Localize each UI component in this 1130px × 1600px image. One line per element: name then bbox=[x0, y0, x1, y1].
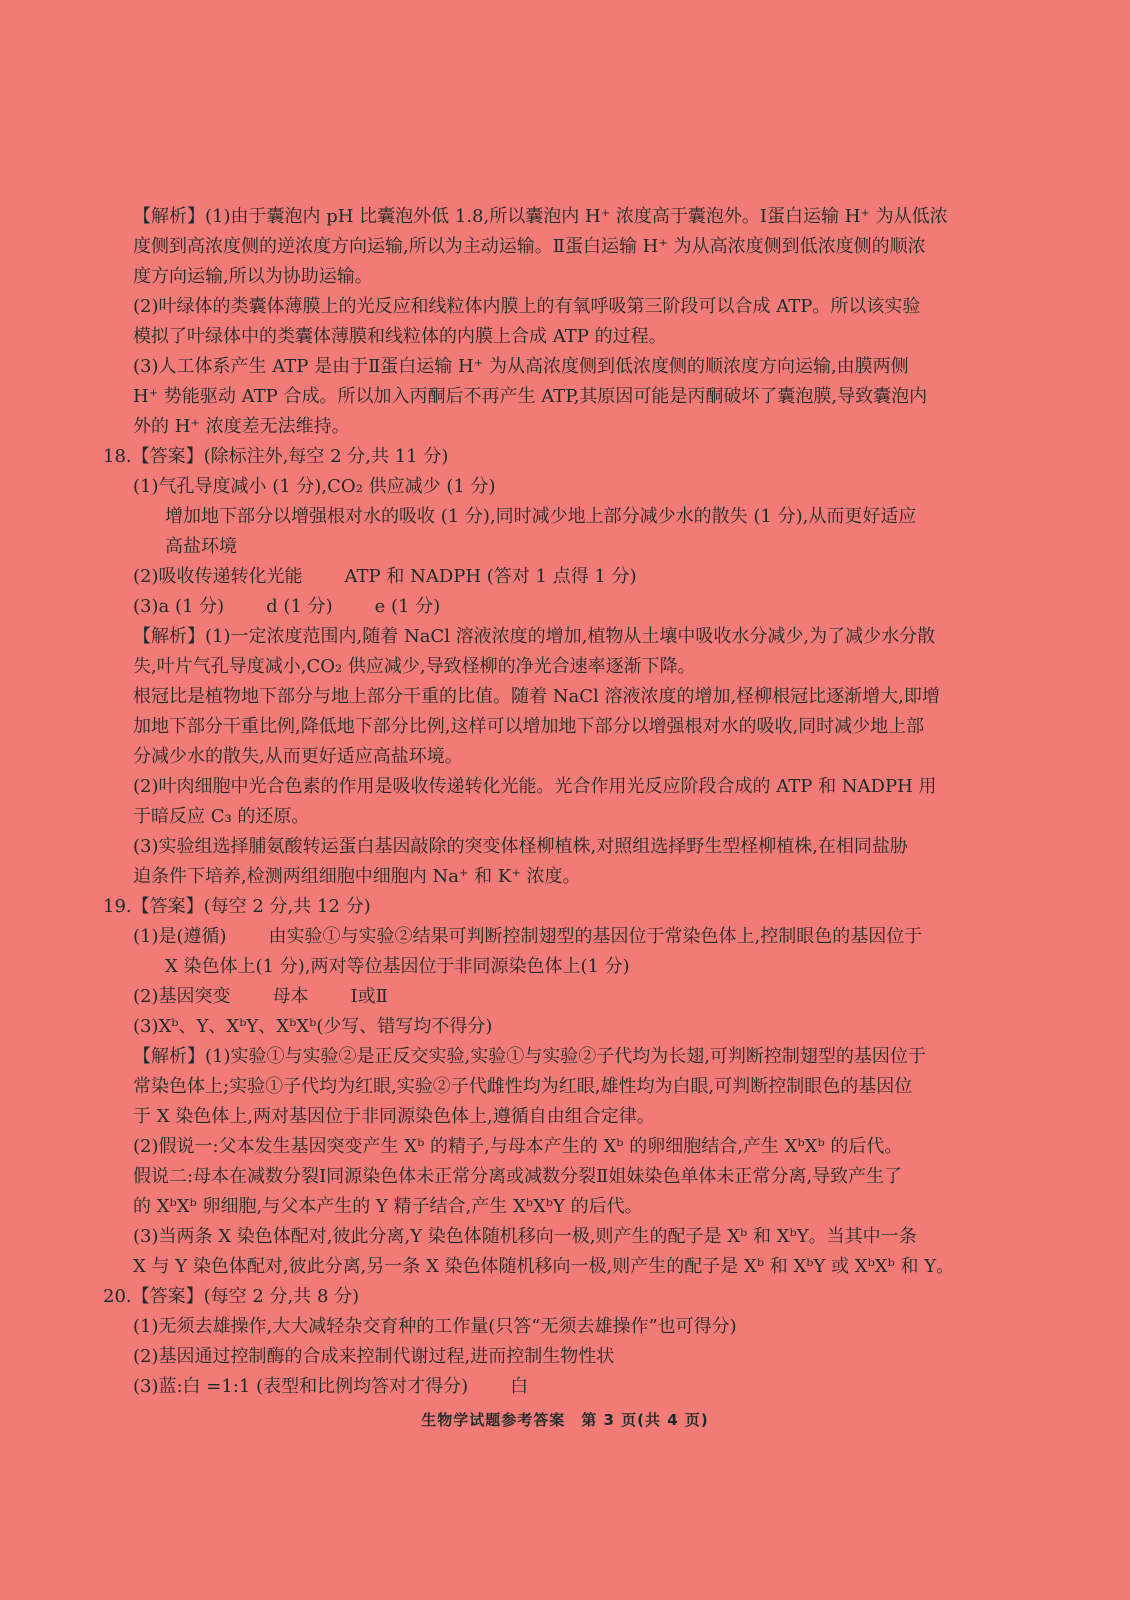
text-line: 失,叶片气孔导度减小,CO₂ 供应减少,导致柽柳的净光合速率逐渐下降。 bbox=[133, 656, 696, 677]
text-line: X 与 Y 染色体配对,彼此分离,另一条 X 染色体随机移向一极,则产生的配子是 Xᵇ 和 XᵇY 或 XᵇXᵇ 和 Y。 bbox=[133, 1256, 955, 1277]
page-footer: 生物学试题参考答案 第 3 页(共 4 页) bbox=[421, 1411, 709, 1429]
q18-answer-1-sub: 增加地下部分以增强根对水的吸收 (1 分),同时减少地上部分减少水的散失 (1 分),从而更好适应 bbox=[165, 506, 917, 527]
text-line: 【解析】(1)由于囊泡内 pH 比囊泡外低 1.8,所以囊泡内 H⁺ 浓度高于囊泡外。Ⅰ蛋白运输 H⁺ 为从低浓 bbox=[133, 206, 948, 227]
q18-answer-1: (1)气孔导度减小 (1 分),CO₂ 供应减少 (1 分) bbox=[133, 476, 496, 497]
answer-part: (2)吸收传递转化光能 bbox=[133, 566, 303, 587]
text-line: 度方向运输,所以为协助运输。 bbox=[133, 266, 373, 287]
text-line: (2)叶绿体的类囊体薄膜上的光反应和线粒体内膜上的有氧呼吸第三阶段可以合成 ATP。所以该实验 bbox=[133, 296, 921, 317]
q19-answer-1-sub: X 染色体上(1 分),两对等位基因位于非同源染色体上(1 分) bbox=[165, 956, 630, 977]
text-line: (2)叶肉细胞中光合色素的作用是吸收传递转化光能。光合作用光反应阶段合成的 ATP 和 NADPH 用 bbox=[133, 776, 937, 797]
q18-answer-2 bbox=[0, 562, 1130, 592]
q20-section bbox=[0, 1282, 1130, 1402]
q20-answer-3 bbox=[0, 1372, 1130, 1402]
text-line: 的 XᵇXᵇ 卵细胞,与父本产生的 Y 精子结合,产生 XᵇXᵇY 的后代。 bbox=[133, 1196, 643, 1217]
q20-answer-1: (1)无须去雄操作,大大减轻杂交育种的工作量(只答“无须去雄操作”也可得分) bbox=[133, 1316, 737, 1337]
text-line: (2)假说一:父本发生基因突变产生 Xᵇ 的精子,与母本产生的 Xᵇ 的卵细胞结合,产生 XᵇXᵇ 的后代。 bbox=[133, 1136, 903, 1157]
text-line: 假说二:母本在减数分裂Ⅰ同源染色体未正常分离或减数分裂Ⅱ姐妹染色单体未正常分离,导致产生了 bbox=[133, 1166, 903, 1187]
text-line: 分减少水的散失,从而更好适应高盐环境。 bbox=[133, 746, 463, 767]
answer-part: 白 bbox=[510, 1376, 529, 1397]
answer-part: (3)蓝:白 =1:1 (表型和比例均答对才得分) bbox=[133, 1376, 469, 1397]
text-line: 于暗反应 C₃ 的还原。 bbox=[133, 806, 310, 827]
q18-answer-3 bbox=[0, 592, 1130, 622]
text-line: 迫条件下培养,检测两组细胞中细胞内 Na⁺ 和 K⁺ 浓度。 bbox=[133, 866, 581, 887]
q19-answer-2 bbox=[0, 982, 1130, 1012]
answer-part: 母本 bbox=[272, 986, 309, 1007]
text-line: 根冠比是植物地下部分与地上部分干重的比值。随着 NaCl 溶液浓度的增加,柽柳根冠比逐渐增大,即增 bbox=[133, 686, 940, 707]
answer-part: Ⅰ或Ⅱ bbox=[350, 986, 388, 1007]
q20-header: 20.【答案】(每空 2 分,共 8 分) bbox=[103, 1286, 360, 1307]
text-line: 外的 H⁺ 浓度差无法维持。 bbox=[133, 416, 350, 437]
answer-part: (2)基因突变 bbox=[133, 986, 231, 1007]
text-line: 【解析】(1)一定浓度范围内,随着 NaCl 溶液浓度的增加,植物从土壤中吸收水分减少,为了减少水分散 bbox=[133, 626, 936, 647]
q18-answer-1-sub: 高盐环境 bbox=[165, 536, 237, 557]
answer-part: d (1 分) bbox=[266, 596, 333, 617]
answer-part: ATP 和 NADPH (答对 1 点得 1 分) bbox=[344, 566, 637, 587]
text-line: 【解析】(1)实验①与实验②是正反交实验,实验①与实验②子代均为长翅,可判断控制翅型的基因位于 bbox=[133, 1046, 926, 1067]
text-line: H⁺ 势能驱动 ATP 合成。所以加入丙酮后不再产生 ATP,其原因可能是丙酮破坏了囊泡膜,导致囊泡内 bbox=[133, 386, 928, 407]
answer-part: 由实验①与实验②结果可判断控制翅型的基因位于常染色体上,控制眼色的基因位于 bbox=[268, 926, 923, 947]
text-line: 模拟了叶绿体中的类囊体薄膜和线粒体的内膜上合成 ATP 的过程。 bbox=[133, 326, 667, 347]
text-line: 加地下部分干重比例,降低地下部分比例,这样可以增加地下部分以增强根对水的吸收,同时减少地上部 bbox=[133, 716, 925, 737]
q19-section bbox=[0, 892, 1130, 1282]
q20-answer-2: (2)基因通过控制酶的合成来控制代谢过程,进而控制生物性状 bbox=[133, 1346, 615, 1367]
answer-part: e (1 分) bbox=[374, 596, 441, 617]
answer-page bbox=[0, 202, 1130, 1402]
q18-header: 18.【答案】(除标注外,每空 2 分,共 11 分) bbox=[103, 446, 449, 467]
text-line: 常染色体上;实验①子代均为红眼,实验②子代雌性均为红眼,雄性均为白眼,可判断控制眼色的基因位 bbox=[133, 1076, 913, 1097]
q19-answer-1 bbox=[0, 922, 1130, 952]
text-line: (3)人工体系产生 ATP 是由于Ⅱ蛋白运输 H⁺ 为从高浓度侧到低浓度侧的顺浓度方向运输,由膜两侧 bbox=[133, 356, 909, 377]
q19-answer-3: (3)Xᵇ、Y、XᵇY、XᵇXᵇ(少写、错写均不得分) bbox=[133, 1016, 493, 1037]
q19-header: 19.【答案】(每空 2 分,共 12 分) bbox=[103, 896, 371, 917]
text-line: (3)实验组选择脯氨酸转运蛋白基因敲除的突变体柽柳植株,对照组选择野生型柽柳植株,在相同盐胁 bbox=[133, 836, 908, 857]
answer-part: (3)a (1 分) bbox=[133, 596, 225, 617]
q17-analysis bbox=[0, 202, 1130, 442]
answer-part: (1)是(遵循) bbox=[133, 926, 227, 947]
text-line: 度侧到高浓度侧的逆浓度方向运输,所以为主动运输。Ⅱ蛋白运输 H⁺ 为从高浓度侧到低浓度侧的顺浓 bbox=[133, 236, 926, 257]
text-line: (3)当两条 X 染色体配对,彼此分离,Y 染色体随机移向一极,则产生的配子是 Xᵇ 和 XᵇY。当其中一条 bbox=[133, 1226, 917, 1247]
text-line: 于 X 染色体上,两对基因位于非同源染色体上,遵循自由组合定律。 bbox=[133, 1106, 655, 1127]
q18-section bbox=[0, 442, 1130, 892]
